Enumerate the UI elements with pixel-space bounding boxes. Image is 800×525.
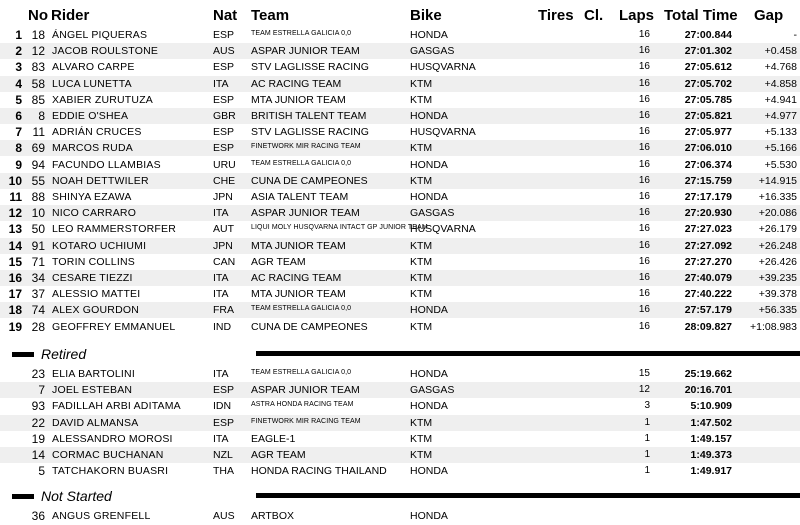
bike-cell: KTM xyxy=(410,93,433,106)
section-bar-right xyxy=(256,351,800,356)
table-row xyxy=(0,157,800,173)
table-row xyxy=(0,508,800,524)
rider-name-cell: DAVID ALMANSA xyxy=(52,416,139,429)
laps-cell: 16 xyxy=(638,272,650,283)
header-no: No xyxy=(28,7,48,24)
total-time-cell: 1:49.373 xyxy=(690,449,732,461)
rider-name-cell: LUCA LUNETTA xyxy=(52,77,132,90)
table-row xyxy=(0,398,800,414)
rider-name-cell: XABIER ZURUTUZA xyxy=(52,93,154,106)
table-row xyxy=(0,140,800,156)
total-time-cell: 27:27.270 xyxy=(684,255,732,268)
bike-cell: KTM xyxy=(410,320,433,333)
team-cell: AGR TEAM xyxy=(251,255,306,268)
position-cell: 11 xyxy=(9,190,22,204)
rider-name-cell: FADILLAH ARBI ADITAMA xyxy=(52,400,181,413)
rider-number-cell: 34 xyxy=(31,271,45,285)
nationality-cell: IDN xyxy=(213,400,232,413)
header-rider: Rider xyxy=(51,7,90,24)
nationality-cell: NZL xyxy=(213,449,233,461)
rider-number-cell: 88 xyxy=(31,190,45,204)
bike-cell: KTM xyxy=(410,449,433,461)
bike-cell: HUSQVARNA xyxy=(410,126,476,139)
rider-number-cell: 12 xyxy=(31,44,45,59)
table-row xyxy=(0,221,800,237)
position-cell: 14 xyxy=(8,238,22,253)
rider-number-cell: 74 xyxy=(31,303,45,318)
rider-number-cell: 10 xyxy=(31,206,45,221)
header-cl: Cl. xyxy=(584,7,604,24)
header-gap: Gap xyxy=(754,7,784,24)
position-cell: 12 xyxy=(8,206,22,221)
position-cell: 6 xyxy=(15,109,22,123)
rider-number-cell: 69 xyxy=(31,141,45,156)
laps-cell: 16 xyxy=(638,142,650,154)
nationality-cell: ITA xyxy=(213,368,229,380)
position-cell: 15 xyxy=(8,254,22,269)
team-cell: AC RACING TEAM xyxy=(251,272,342,284)
team-cell: TEAM ESTRELLA GALICIA 0,0 xyxy=(251,369,352,376)
total-time-cell: 1:49.157 xyxy=(690,432,732,445)
not-started-section-header xyxy=(0,485,800,507)
laps-cell: 16 xyxy=(638,77,650,89)
bike-cell: HONDA xyxy=(410,368,448,380)
total-time-cell: 27:20.930 xyxy=(684,207,732,220)
laps-cell: 16 xyxy=(638,239,650,251)
rider-name-cell: TATCHAKORN BUASRI xyxy=(52,465,169,478)
team-cell: ASTRA HONDA RACING TEAM xyxy=(251,401,354,409)
team-cell: STV LAGLISSE RACING xyxy=(251,126,369,139)
rider-name-cell: ÁNGEL PIQUERAS xyxy=(52,29,148,41)
laps-cell: 16 xyxy=(638,93,650,105)
position-cell: 10 xyxy=(8,173,22,188)
header-total-time: Total Time xyxy=(664,7,738,24)
section-bar-right xyxy=(256,493,800,498)
rider-name-cell: JOEL ESTEBAN xyxy=(52,384,133,397)
laps-cell: 15 xyxy=(638,368,650,379)
bike-cell: KTM xyxy=(410,174,433,187)
gap-cell: +5.166 xyxy=(764,142,797,155)
rider-name-cell: LEO RAMMERSTORFER xyxy=(52,223,176,236)
nationality-cell: JPN xyxy=(213,191,233,203)
position-cell: 7 xyxy=(15,125,22,140)
bike-cell: HUSQVARNA xyxy=(410,61,476,74)
rider-name-cell: KOTARO UCHIUMI xyxy=(52,239,147,252)
rider-number-cell: 93 xyxy=(31,399,45,414)
nationality-cell: ESP xyxy=(213,384,235,397)
rider-number-cell: 71 xyxy=(31,254,45,269)
gap-cell: +0.458 xyxy=(764,45,797,58)
header-team: Team xyxy=(251,7,290,24)
team-cell: TEAM ESTRELLA GALICIA 0,0 xyxy=(251,305,352,313)
rider-name-cell: NOAH DETTWILER xyxy=(52,174,149,187)
table-row xyxy=(0,59,800,75)
rider-name-cell: CORMAC BUCHANAN xyxy=(52,449,164,461)
header-laps: Laps xyxy=(619,7,655,24)
header-bike: Bike xyxy=(410,7,442,24)
rider-name-cell: JACOB ROULSTONE xyxy=(52,45,159,58)
nationality-cell: ITA xyxy=(213,432,229,445)
total-time-cell: 27:40.222 xyxy=(684,288,732,301)
position-cell: 18 xyxy=(8,303,22,318)
rider-number-cell: 55 xyxy=(31,173,45,188)
total-time-cell: 27:15.759 xyxy=(684,174,732,187)
team-cell: FINETWORK MIR RACING TEAM xyxy=(251,417,361,425)
team-cell: MTA JUNIOR TEAM xyxy=(251,239,346,252)
gap-cell: +4.977 xyxy=(764,110,797,122)
team-cell: AGR TEAM xyxy=(251,449,306,461)
total-time-cell: 27:05.612 xyxy=(684,61,732,74)
total-time-cell: 27:27.023 xyxy=(684,223,732,236)
bike-cell: HONDA xyxy=(410,510,448,522)
team-cell: ASPAR JUNIOR TEAM xyxy=(251,207,360,220)
laps-cell: 1 xyxy=(644,449,650,460)
table-row xyxy=(0,238,800,254)
rider-name-cell: ADRIÁN CRUCES xyxy=(52,126,142,139)
gap-cell: +16.335 xyxy=(758,191,797,203)
rider-number-cell: 83 xyxy=(31,60,45,75)
laps-cell: 16 xyxy=(638,304,650,316)
laps-cell: 16 xyxy=(638,288,650,300)
bike-cell: KTM xyxy=(410,416,433,429)
bike-cell: HONDA xyxy=(410,465,448,478)
rider-number-cell: 18 xyxy=(31,28,45,42)
bike-cell: HONDA xyxy=(410,29,448,41)
laps-cell: 16 xyxy=(638,223,650,235)
total-time-cell: 27:17.179 xyxy=(684,191,732,203)
total-time-cell: 27:06.374 xyxy=(684,158,732,171)
bike-cell: HONDA xyxy=(410,304,448,317)
table-row xyxy=(0,319,800,335)
nationality-cell: ESP xyxy=(213,126,235,139)
rider-number-cell: 94 xyxy=(31,157,45,172)
team-cell: TEAM ESTRELLA GALICIA 0,0 xyxy=(251,159,352,167)
bike-cell: KTM xyxy=(410,77,433,90)
laps-cell: 12 xyxy=(638,384,650,396)
position-cell: 19 xyxy=(8,319,22,334)
not-started-title: Not Started xyxy=(41,488,112,504)
team-cell: HONDA RACING THAILAND xyxy=(251,465,387,478)
gap-cell: +4.768 xyxy=(764,61,797,74)
total-time-cell: 27:05.821 xyxy=(684,110,732,122)
bike-cell: KTM xyxy=(410,239,433,252)
nationality-cell: ITA xyxy=(213,77,229,90)
bike-cell: GASGAS xyxy=(410,207,455,220)
laps-cell: 16 xyxy=(638,207,650,219)
rider-name-cell: CESARE TIEZZI xyxy=(52,272,133,284)
total-time-cell: 20:16.701 xyxy=(684,384,732,397)
table-row xyxy=(0,124,800,140)
laps-cell: 16 xyxy=(638,174,650,186)
position-cell: 13 xyxy=(8,222,22,237)
table-row xyxy=(0,302,800,318)
gap-cell: +5.133 xyxy=(764,126,797,139)
laps-cell: 16 xyxy=(638,45,650,57)
bike-cell: KTM xyxy=(410,142,433,155)
gap-cell: +4.858 xyxy=(764,77,797,90)
laps-cell: 16 xyxy=(638,126,650,138)
nationality-cell: ESP xyxy=(213,142,235,155)
team-cell: CUNA DE CAMPEONES xyxy=(251,174,368,187)
rider-number-cell: 22 xyxy=(31,415,45,430)
nationality-cell: AUT xyxy=(213,223,234,236)
nationality-cell: CAN xyxy=(213,255,236,268)
total-time-cell: 28:09.827 xyxy=(684,320,732,333)
rider-number-cell: 85 xyxy=(31,92,45,107)
total-time-cell: 27:05.785 xyxy=(684,93,732,106)
laps-cell: 1 xyxy=(644,432,650,444)
nationality-cell: GBR xyxy=(213,110,236,122)
bike-cell: KTM xyxy=(410,255,433,268)
header-nat: Nat xyxy=(213,7,238,24)
rider-name-cell: ALEX GOURDON xyxy=(52,304,139,317)
nationality-cell: ESP xyxy=(213,29,235,41)
total-time-cell: 27:27.092 xyxy=(684,239,732,252)
rider-name-cell: EDDIE O'SHEA xyxy=(52,110,129,122)
laps-cell: 1 xyxy=(644,465,650,477)
total-time-cell: 27:40.079 xyxy=(684,272,732,284)
section-bar-left xyxy=(12,494,34,499)
table-row xyxy=(0,254,800,270)
bike-cell: GASGAS xyxy=(410,384,455,397)
nationality-cell: ESP xyxy=(213,416,235,429)
nationality-cell: JPN xyxy=(213,239,233,252)
rider-name-cell: ALVARO CARPE xyxy=(52,61,135,74)
table-row xyxy=(0,447,800,463)
position-cell: 16 xyxy=(8,271,22,285)
rider-number-cell: 5 xyxy=(38,464,45,479)
total-time-cell: 27:00.844 xyxy=(684,29,732,41)
nationality-cell: FRA xyxy=(213,304,234,317)
table-row xyxy=(0,43,800,59)
team-cell: AC RACING TEAM xyxy=(251,77,342,90)
total-time-cell: 27:06.010 xyxy=(684,142,732,155)
position-cell: 5 xyxy=(15,92,22,107)
gap-cell: - xyxy=(793,29,797,41)
position-cell: 2 xyxy=(15,44,22,59)
rider-number-cell: 58 xyxy=(31,76,45,91)
gap-cell: +26.426 xyxy=(758,255,797,268)
rider-name-cell: ELIA BARTOLINI xyxy=(52,368,135,380)
table-row xyxy=(0,108,800,124)
laps-cell: 1 xyxy=(644,416,650,428)
rider-number-cell: 11 xyxy=(32,125,45,140)
rider-name-cell: ALESSANDRO MOROSI xyxy=(52,432,173,445)
position-cell: 1 xyxy=(15,28,22,42)
rider-name-cell: TORIN COLLINS xyxy=(52,255,135,268)
team-cell: MTA JUNIOR TEAM xyxy=(251,93,346,106)
team-cell: ASPAR JUNIOR TEAM xyxy=(251,45,360,58)
table-row xyxy=(0,27,800,43)
total-time-cell: 25:19.662 xyxy=(684,368,732,380)
bike-cell: HONDA xyxy=(410,110,448,122)
rider-name-cell: SHINYA EZAWA xyxy=(52,191,132,203)
retired-section-header xyxy=(0,343,800,365)
position-cell: 3 xyxy=(15,60,22,75)
table-row xyxy=(0,189,800,205)
nationality-cell: CHE xyxy=(213,174,236,187)
gap-cell: +39.235 xyxy=(758,272,797,284)
team-cell: CUNA DE CAMPEONES xyxy=(251,320,368,333)
rider-name-cell: NICO CARRARO xyxy=(52,207,137,220)
total-time-cell: 27:05.977 xyxy=(684,126,732,139)
team-cell: ASIA TALENT TEAM xyxy=(251,191,349,203)
rider-name-cell: GEOFFREY EMMANUEL xyxy=(52,320,176,333)
laps-cell: 16 xyxy=(638,29,650,40)
nationality-cell: AUS xyxy=(213,510,235,522)
total-time-cell: 27:05.702 xyxy=(684,77,732,90)
bike-cell: HONDA xyxy=(410,400,448,413)
gap-cell: +20.086 xyxy=(758,207,797,220)
gap-cell: +1:08.983 xyxy=(749,320,797,333)
team-cell: FINETWORK MIR RACING TEAM xyxy=(251,143,361,151)
bike-cell: HONDA xyxy=(410,191,448,203)
table-row xyxy=(0,173,800,189)
table-row xyxy=(0,366,800,382)
rider-number-cell: 28 xyxy=(31,319,45,334)
total-time-cell: 1:49.917 xyxy=(690,465,732,478)
nationality-cell: ESP xyxy=(213,61,235,74)
total-time-cell: 27:01.302 xyxy=(684,45,732,58)
rider-name-cell: MARCOS RUDA xyxy=(52,142,133,155)
gap-cell: +26.179 xyxy=(758,223,797,236)
rider-number-cell: 7 xyxy=(38,383,45,398)
bike-cell: HUSQVARNA xyxy=(410,223,476,236)
total-time-cell: 5:10.909 xyxy=(690,400,732,413)
gap-cell: +14.915 xyxy=(758,174,797,187)
laps-cell: 16 xyxy=(638,320,650,332)
team-cell: ASPAR JUNIOR TEAM xyxy=(251,384,360,397)
rider-number-cell: 19 xyxy=(31,431,45,446)
gap-cell: +5.530 xyxy=(764,158,797,171)
position-cell: 9 xyxy=(15,157,22,172)
bike-cell: KTM xyxy=(410,272,433,284)
gap-cell: +4.941 xyxy=(764,93,797,106)
rider-number-cell: 8 xyxy=(38,109,45,123)
nationality-cell: IND xyxy=(213,320,232,333)
team-cell: EAGLE-1 xyxy=(251,432,296,445)
laps-cell: 16 xyxy=(638,191,650,202)
nationality-cell: THA xyxy=(213,465,234,478)
rider-name-cell: ANGUS GRENFELL xyxy=(52,510,151,522)
position-cell: 17 xyxy=(8,287,22,302)
header-tires: Tires xyxy=(538,7,574,24)
table-row xyxy=(0,205,800,221)
rider-name-cell: ALESSIO MATTEI xyxy=(52,288,141,301)
rider-name-cell: FACUNDO LLAMBIAS xyxy=(52,158,161,171)
team-cell: MTA JUNIOR TEAM xyxy=(251,288,346,301)
team-cell: TEAM ESTRELLA GALICIA 0,0 xyxy=(251,30,352,37)
rider-number-cell: 36 xyxy=(31,509,45,523)
gap-cell: +56.335 xyxy=(758,304,797,317)
team-cell: STV LAGLISSE RACING xyxy=(251,61,369,74)
bike-cell: KTM xyxy=(410,432,433,445)
section-bar-left xyxy=(12,352,34,357)
rider-number-cell: 91 xyxy=(31,238,45,253)
rider-number-cell: 23 xyxy=(31,367,45,381)
total-time-cell: 27:57.179 xyxy=(684,304,732,317)
position-cell: 4 xyxy=(15,76,22,91)
laps-cell: 16 xyxy=(638,61,650,73)
rider-number-cell: 14 xyxy=(31,448,45,462)
gap-cell: +39.378 xyxy=(758,288,797,301)
team-cell: ARTBOX xyxy=(251,510,294,522)
table-row xyxy=(0,382,800,398)
laps-cell: 16 xyxy=(638,110,650,121)
table-header xyxy=(0,0,800,30)
rider-number-cell: 37 xyxy=(31,287,45,302)
nationality-cell: ITA xyxy=(213,207,229,220)
laps-cell: 16 xyxy=(638,158,650,170)
table-row xyxy=(0,431,800,447)
position-cell: 8 xyxy=(15,141,22,156)
table-row xyxy=(0,270,800,286)
table-row xyxy=(0,76,800,92)
bike-cell: KTM xyxy=(410,288,433,301)
bike-cell: HONDA xyxy=(410,158,448,171)
table-row xyxy=(0,92,800,108)
table-row xyxy=(0,415,800,431)
nationality-cell: ITA xyxy=(213,272,229,284)
nationality-cell: ESP xyxy=(213,93,235,106)
retired-title: Retired xyxy=(41,346,87,362)
nationality-cell: URU xyxy=(213,158,236,171)
nationality-cell: ITA xyxy=(213,288,229,301)
gap-cell: +26.248 xyxy=(758,239,797,252)
team-cell: LIQUI MOLY HUSQVARNA INTACT GP JUNIOR TEAM xyxy=(251,224,428,232)
team-cell: BRITISH TALENT TEAM xyxy=(251,110,367,122)
rider-number-cell: 50 xyxy=(31,222,45,237)
total-time-cell: 1:47.502 xyxy=(690,416,732,429)
table-row xyxy=(0,463,800,479)
nationality-cell: AUS xyxy=(213,45,235,58)
table-row xyxy=(0,286,800,302)
laps-cell: 16 xyxy=(638,255,650,267)
bike-cell: GASGAS xyxy=(410,45,455,58)
laps-cell: 3 xyxy=(644,400,650,412)
